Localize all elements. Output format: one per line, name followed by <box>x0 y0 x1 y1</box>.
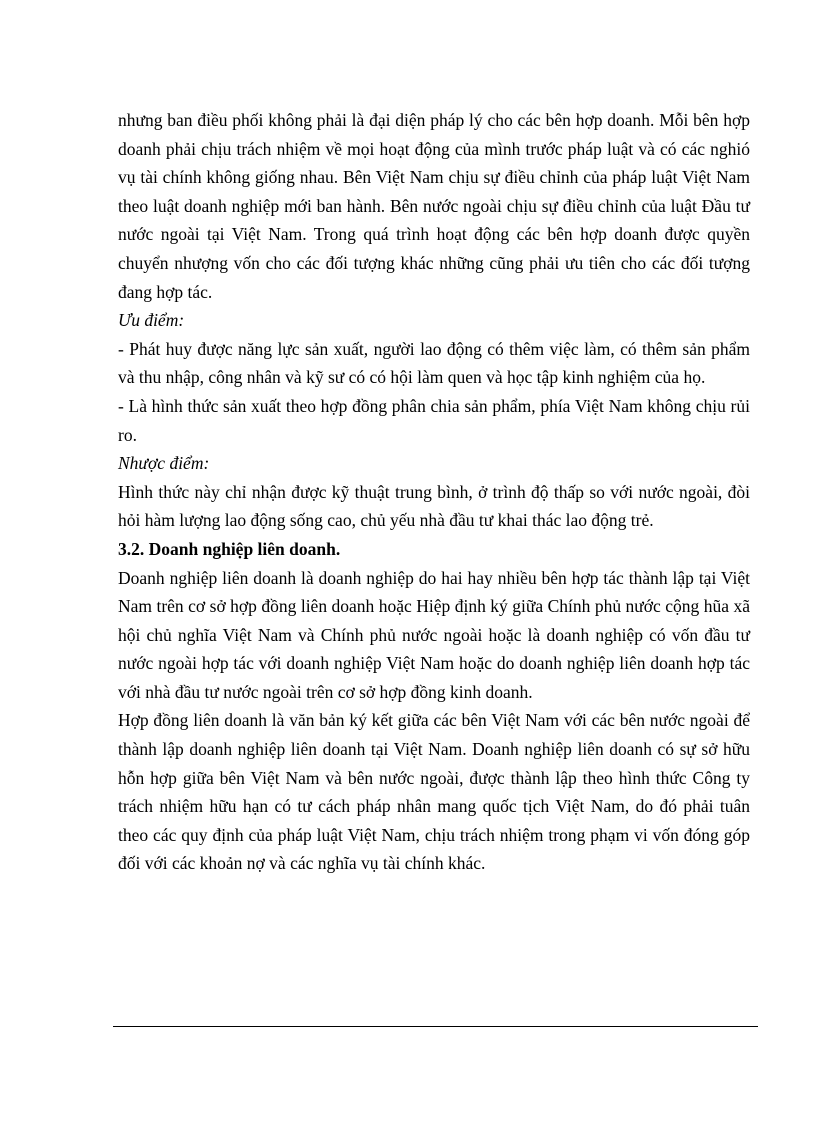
advantage-item-no-risk: - Là hình thức sản xuất theo hợp đồng phân chia sản phẩm, phía Việt Nam không chịu rủi ro. <box>118 395 750 445</box>
disadvantage-item: Hình thức này chỉ nhận được kỹ thuật trung bình, ở trình độ thấp so với nước ngoài, đòi hỏi hàm lượng lao động sống cao, chủ yếu nhà đầu tư khai thác lao động trẻ. <box>118 481 750 531</box>
document-page <box>118 106 750 878</box>
footer-divider <box>113 1026 758 1027</box>
paragraph-joint-venture-definition: Doanh nghiệp liên doanh là doanh nghiệp do hai hay nhiều bên hợp tác thành lập tại Việt Nam trên cơ sở hợp đồng liên doanh hoặc Hiệp định ký giữa Chính phủ nước cộng hũa xã hội chủ nghĩa Việt Nam và Chính phủ nước ngoài hoặc là doanh nghiệp có vốn đầu tư nước ngoài hợp tác với doanh nghiệp Việt Nam hoặc do doanh nghiệp liên doanh hợp tác với nhà đầu tư nước ngoài trên cơ sở hợp đồng kinh doanh. <box>118 567 750 702</box>
disadvantages-heading: Nhược điểm: <box>118 453 210 474</box>
paragraph-joint-coordination: nhưng ban điều phối không phải là đại diện pháp lý cho các bên hợp doanh. Mỗi bên hợp doanh phải chịu trách nhiệm về mọi hoạt động của mình trước pháp luật và có các nghió vụ tài chính không giống nhau. Bên Việt Nam chịu sự điều chỉnh của pháp luật Việt Nam theo luật doanh nghiệp mới ban hành. Bên nước ngoài chịu sự điều chỉnh của luật Đầu tư nước ngoài tại Việt Nam. Trong quá trình hoạt động các bên hợp doanh được quyền chuyển nhượng vốn cho các đối tượng khác những cũng phải ưu tiên cho các đối tượng đang hợp tác. <box>118 110 750 302</box>
section-heading-3-2: 3.2. Doanh nghiệp liên doanh. <box>118 538 341 559</box>
paragraph-joint-venture-contract: Hợp đồng liên doanh là văn bản ký kết giữa các bên Việt Nam với các bên nước ngoài để thành lập doanh nghiệp liên doanh tại Việt Nam. Doanh nghiệp liên doanh có sự sở hữu hỗn hợp giữa bên Việt Nam và bên nước ngoài, được thành lập theo hình thức Công ty trách nhiệm hữu hạn có tư cách pháp nhân mang quốc tịch Việt Nam, do đó phải tuân theo các quy định của pháp luật Việt Nam, chịu trách nhiệm trong phạm vi vốn đóng góp đối với các khoản nợ và các nghĩa vụ tài chính khác. <box>118 710 750 874</box>
advantages-heading: Ưu điểm: <box>118 310 185 331</box>
advantage-item-production: - Phát huy được năng lực sản xuất, người lao động có thêm việc làm, có thêm sản phẩm và thu nhập, công nhân và kỹ sư có có hội làm quen và học tập kinh nghiệm của họ. <box>118 338 750 388</box>
